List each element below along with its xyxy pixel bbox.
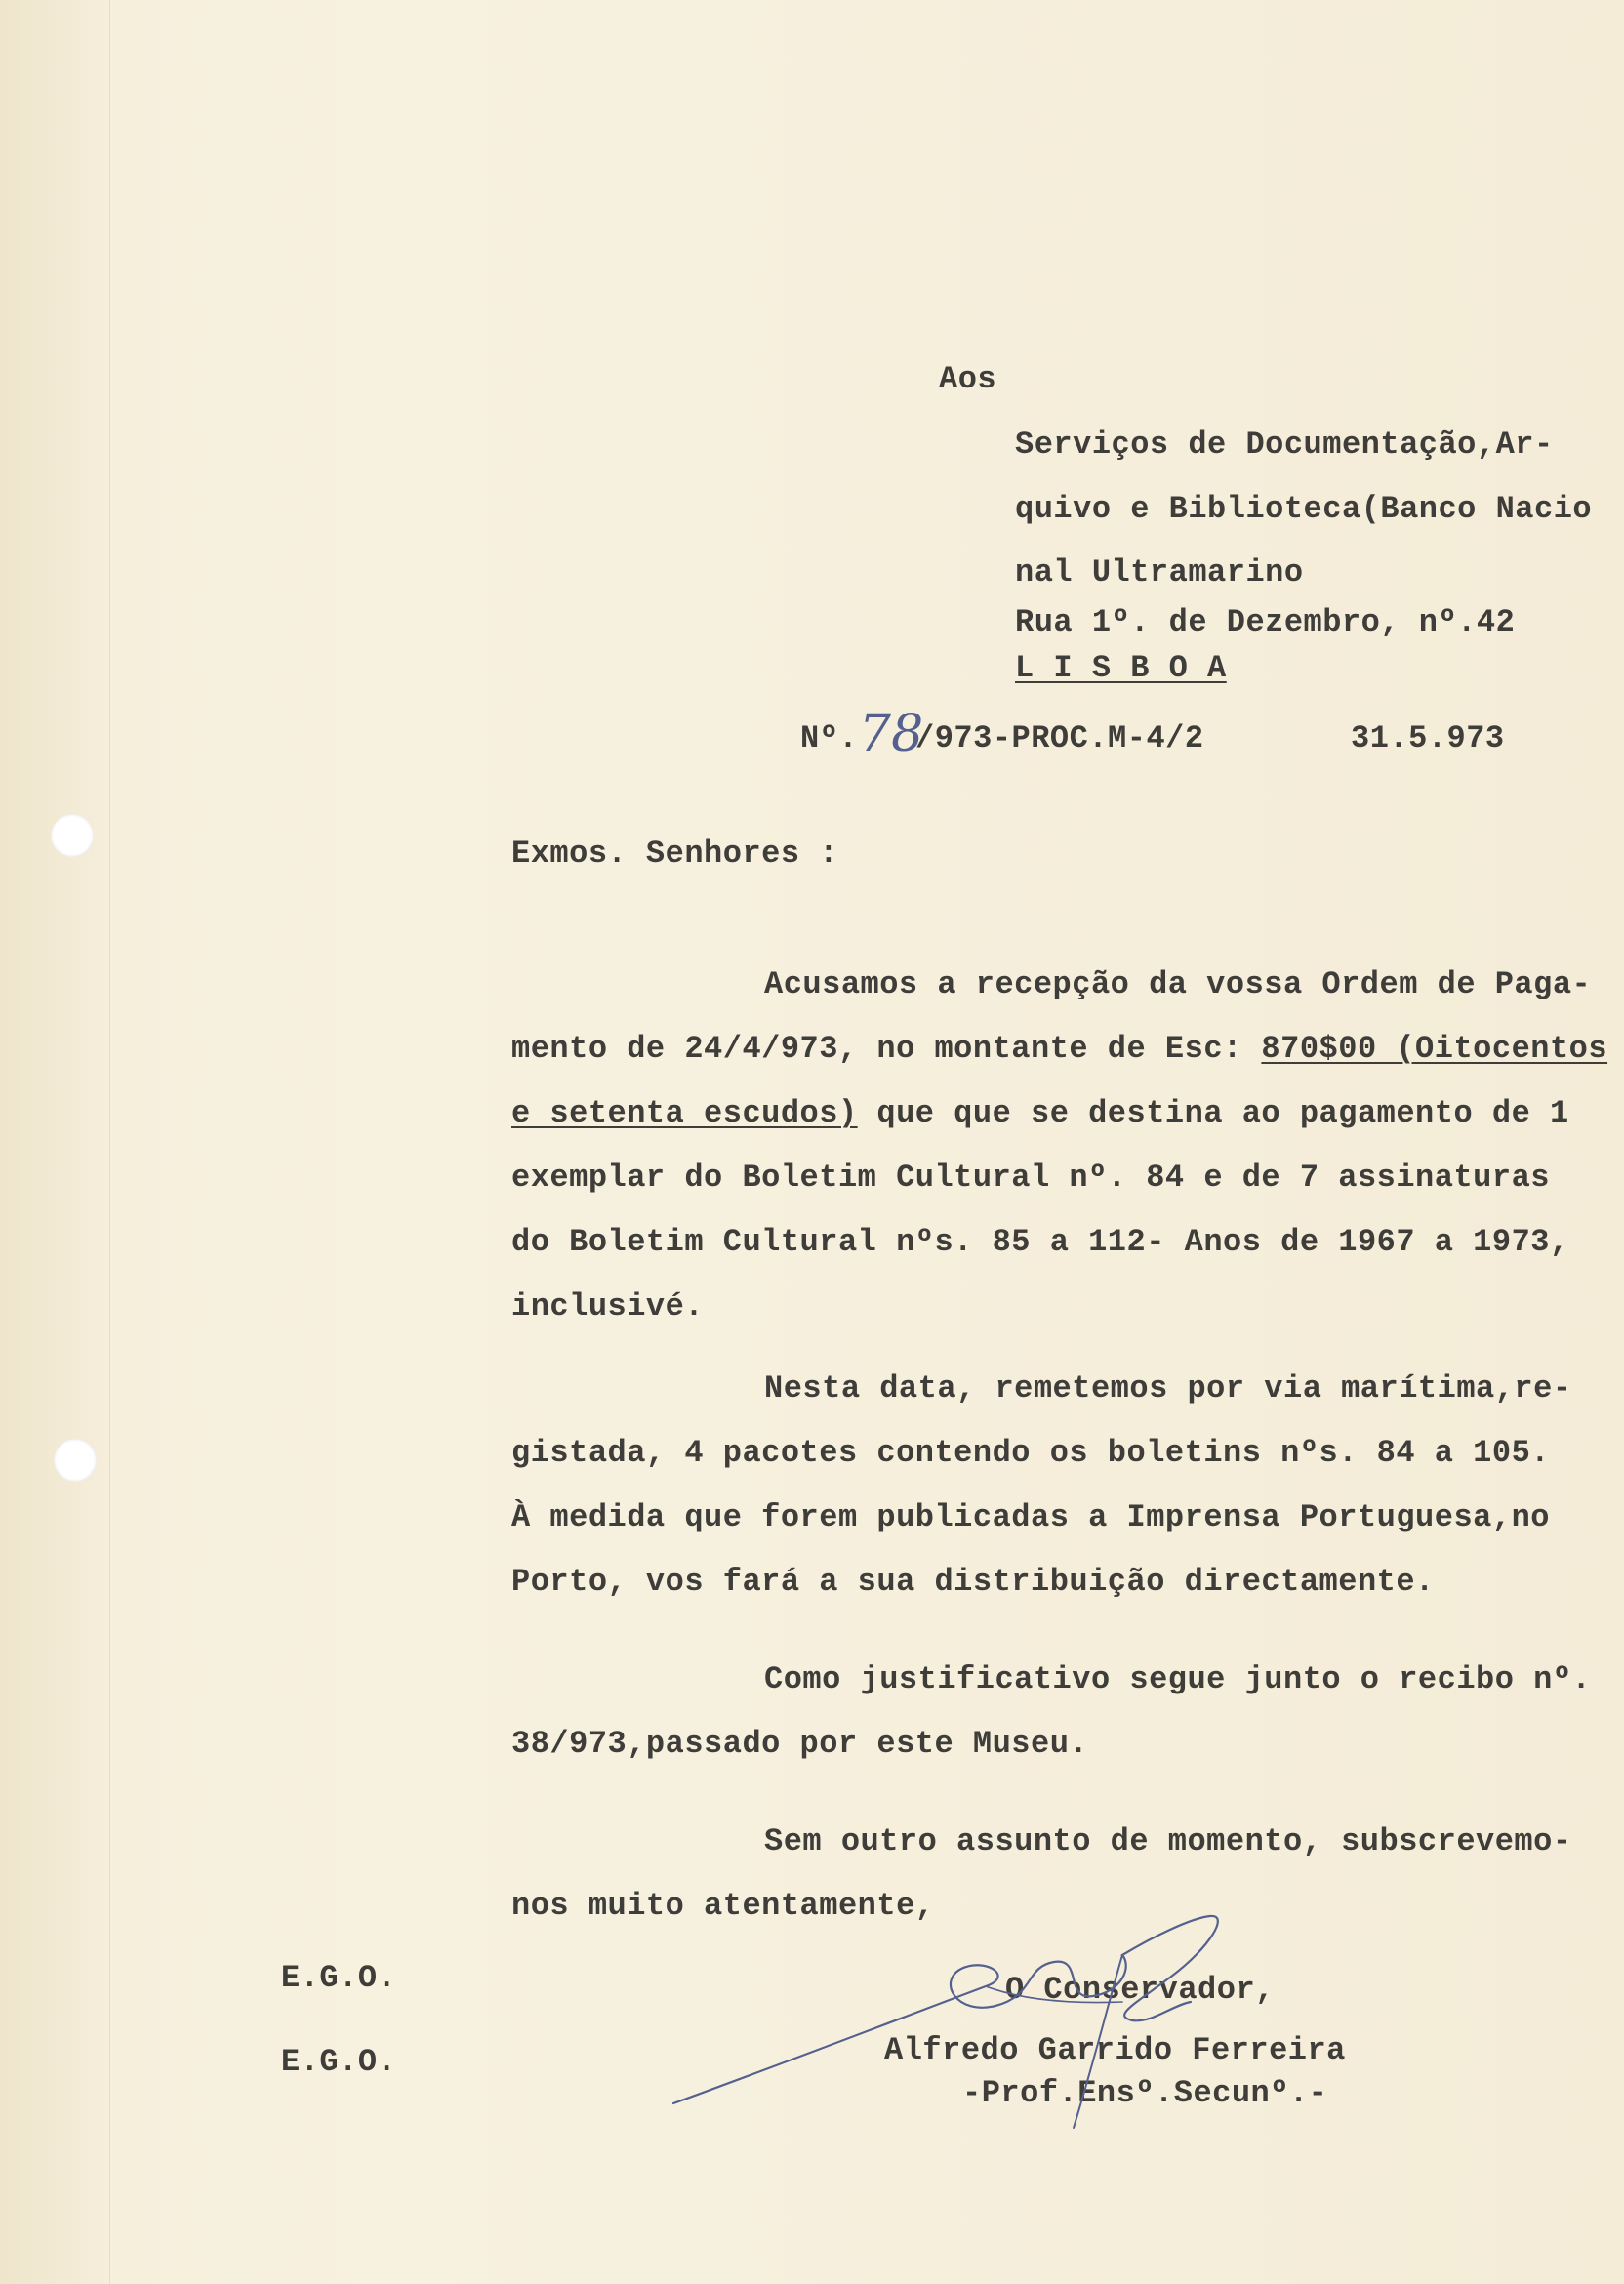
p2-line-3: À medida que forem publicadas a Imprensa Portuguesa,no — [511, 1499, 1550, 1535]
p4-line-2: nos muito atentamente, — [511, 1888, 935, 1924]
signature-name: Alfredo Garrido Ferreira — [884, 2032, 1346, 2068]
reference-prefix: Nº. — [800, 720, 859, 756]
p2-line-2: gistada, 4 pacotes contendo os boletins nºs. 84 a 105. — [511, 1435, 1550, 1471]
p1-line-2: mento de 24/4/973, no montante de Esc: 870$00 (Oitocentos — [511, 1031, 1608, 1067]
signature-title: O Conservador, — [1005, 1972, 1275, 2008]
recipient-line-4: Rua 1º. de Dezembro, nº.42 — [1015, 604, 1516, 640]
p1-amount-words: e setenta escudos) — [511, 1095, 858, 1131]
recipient-line-3: nal Ultramarino — [1015, 554, 1304, 591]
reference-handwritten-number: 78 — [859, 705, 924, 763]
p2-line-1: Nesta data, remetemos por via marítima,re- — [764, 1370, 1572, 1407]
initials-1: E.G.O. — [281, 1960, 397, 1996]
p1-line-6: inclusivé. — [511, 1288, 705, 1325]
greeting: Exmos. Senhores : — [511, 836, 838, 872]
recipient-city: L I S B O A — [1015, 650, 1227, 686]
p1-line-5: do Boletim Cultural nºs. 85 a 112- Anos de 1967 a 1973, — [511, 1224, 1569, 1260]
reference-date: 31.5.973 — [1351, 720, 1505, 756]
punch-hole-top — [51, 814, 94, 857]
p2-line-4: Porto, vos fará a sua distribuição directamente. — [511, 1564, 1435, 1600]
punch-hole-bottom — [54, 1439, 97, 1482]
binding-margin — [0, 0, 110, 2284]
recipient-line-1: Serviços de Documentação,Ar- — [1015, 427, 1554, 463]
p1-line-4: exemplar do Boletim Cultural nº. 84 e de 7 assinaturas — [511, 1160, 1550, 1196]
initials-2: E.G.O. — [281, 2044, 397, 2080]
p4-line-1: Sem outro assunto de momento, subscrevemo- — [764, 1823, 1572, 1859]
signature-position: -Prof.Ensº.Secunº.- — [962, 2075, 1328, 2111]
p3-line-2: 38/973,passado por este Museu. — [511, 1726, 1089, 1762]
recipient-to: Aos — [939, 361, 997, 397]
p1-line-1: Acusamos a recepção da vossa Ordem de Paga- — [764, 966, 1592, 1002]
handwritten-signature — [664, 1908, 1327, 2133]
p1-line-3: e setenta escudos) que que se destina ao pagamento de 1 — [511, 1095, 1569, 1131]
p1-amount: 870$00 (Oitocentos — [1261, 1031, 1608, 1067]
p3-line-1: Como justificativo segue junto o recibo nº. — [764, 1661, 1592, 1697]
reference-suffix: /973-PROC.M-4/2 — [915, 720, 1204, 756]
recipient-line-2: quivo e Biblioteca(Banco Nacio — [1015, 491, 1593, 527]
